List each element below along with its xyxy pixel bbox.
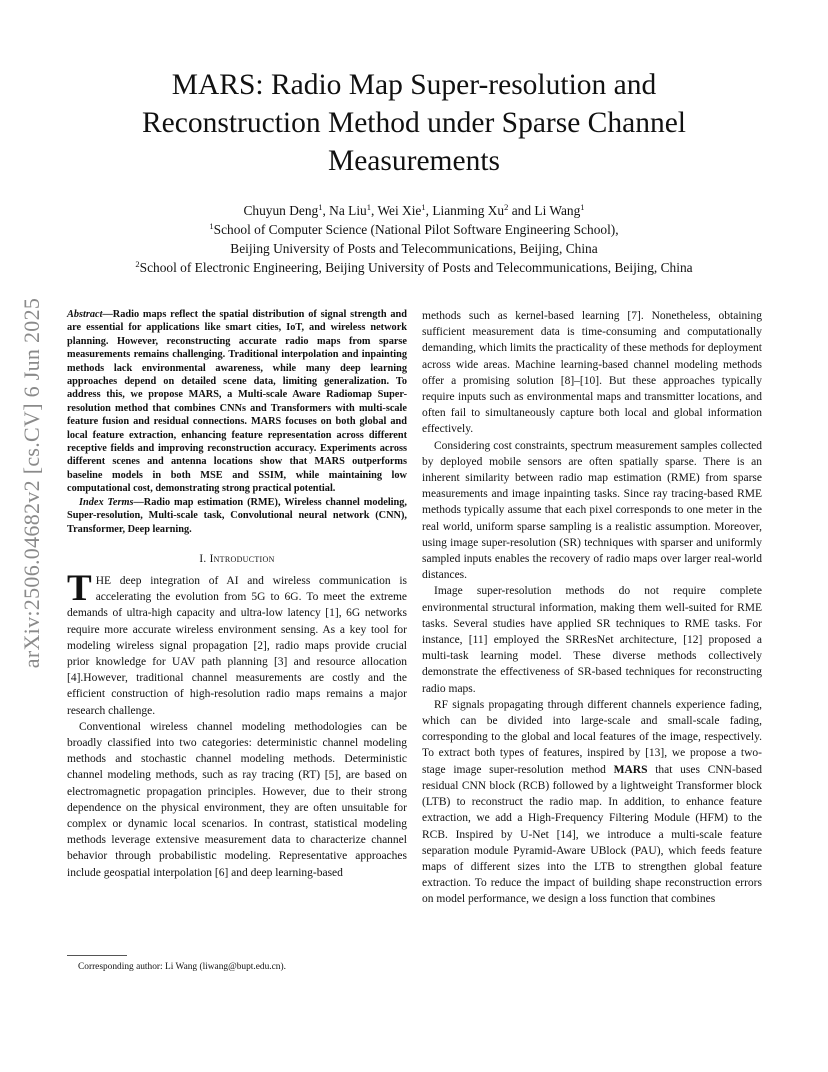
- author-name: Lianming Xu: [432, 203, 505, 218]
- title-line: Measurements: [327, 145, 501, 177]
- affiliation-2: $^2$School of Electronic Engineering, Beijing University of Posts and Telecommunications, Beijing, China: [135, 259, 693, 275]
- affiliation-marker: 1: [421, 202, 426, 212]
- author-name: Na Liu: [329, 203, 367, 218]
- footnote-rule: [67, 955, 127, 956]
- affiliation-marker: 1: [318, 202, 323, 212]
- author-name: Chuyun Deng: [243, 203, 319, 218]
- title-line: MARS: Radio Map Super-resolution and: [171, 69, 657, 101]
- affiliation-1-cont: Beijing University of Posts and Telecommunications, Beijing, China: [230, 241, 598, 256]
- author-block: [60, 201, 768, 277]
- index-terms-text: —Radio map estimation (RME), Wireless channel modeling, Super-resolution, Multi-scale task, Convolutional neural network (CNN), Transformer, Deep learning.: [67, 496, 407, 535]
- affiliation-marker: 2: [504, 202, 509, 212]
- author-name: Li Wang: [534, 203, 581, 218]
- paragraph: Considering cost constraints, spectrum measurement samples collected by deployed mobile sensors are often spatially sparse. There is an inherent similarity between radio map estimation (RME) from sparse measurements and image inpainting tasks. Since ray tracing-based RME methods typically assume that each pixel corresponds to one meter in the real world, uniform sparse sampling is a realistic assumption. Moreover, using image super-resolution (SR) techniques with sparser and uniformly sampled inputs enables the recovery of radio maps over larger real-world distances.: [422, 439, 762, 582]
- paper-title: [60, 66, 768, 180]
- arxiv-identifier-text: arXiv:2506.04682v2 [cs.CV] 6 Jun 2025: [19, 297, 44, 669]
- paragraph: Image super-resolution methods do not require complete environmental structural information, making them well-suited for RME tasks. Several studies have applied SR techniques to RME tasks. For instance, [11] employed the SRResNet architecture, [12] proposed a multi-task learning model. These diverse methods collectively demonstrate the effectiveness of SR-based techniques for reconstructing radio maps.: [422, 585, 762, 695]
- paragraph: Conventional wireless channel modeling methodologies can be broadly classified into two categories: deterministic channel modeling methods and stochastic channel modeling methods. Deterministic channel modeling methods, such as ray tracing (RT) [5], are based on electromagnetic propagation principles. However, due to their strong dependence on the physical environment, they are often unsuitable for complex or dynamic local scenarios. In contrast, statistical modeling methods leverage extensive measurement data to characterize channel behavior through probabilistic modeling. Representative approaches include geospatial interpolation [6] and deep learning-based: [67, 720, 407, 879]
- left-column: [67, 308, 407, 881]
- affiliation-marker: 1: [580, 202, 585, 212]
- abstract-text: —Radio maps reflect the spatial distribution of signal strength and are essential for applications like smart cities, IoT, and wireless network planning. However, reconstructing accurate radio maps from sparse measurements remains challenging. Traditional interpolation and inpainting methods lack environmental awareness, while many deep learning approaches depend on detailed scene data, limiting generalization. To address this, we propose MARS, a Multi-scale Aware Radiomap Super-resolution method that combines CNNs and Transformers with multi-scale feature fusion and residual connections. MARS focuses on both global and local feature extraction, enhancing feature representation across different receptive fields and improving reconstruction accuracy. Experiments across different scenes and antenna locations show that MARS outperforms baseline models in both MSE and SSIM, while maintaining low computational cost, demonstrating strong practical potential.: [67, 309, 407, 495]
- index-terms: [67, 496, 407, 536]
- author-name: Wei Xie: [377, 203, 422, 218]
- method-name: MARS: [613, 763, 648, 776]
- affiliation-marker: 1: [366, 202, 371, 212]
- right-column: [422, 308, 762, 908]
- paragraph: THE deep integration of AI and wireless communication is accelerating the evolution from 5G to 6G. To meet the extreme demands of ultra-high capacity and ultra-low latency [1], 6G networks require more accurate wireless environment sensing. As a key tool for modeling wireless signal propagation [2], radio maps provide crucial prior knowledge for UAV path planning [3] and resource allocation [4].However, traditional channel measurements are costly and the efficient construction of high-resolution radio maps remains a major research challenge.: [67, 567, 407, 717]
- abstract-label: Abstract: [67, 309, 103, 320]
- paragraph: RF signals propagating through different channels experience fading, which can be divided into large-scale and small-scale fading, corresponding to the global and local features of the image, respectively. To extract both types of features, inspired by [13], we propose a two-stage image super-resolution method MARS that uses CNN-based residual CNN block (RCB) followed by a lightweight Transformer block (LTB) to reconstruct the radio map. In addition, to enhance feature extraction, we add a High-Frequency Filtering Module (HFM) to the RCB. Inspired by U-Net [14], we introduce a multi-scale feature separation module Pyramid-Aware UBlock (PAU), which feeds feature maps of different sizes into the LTB to strengthen global feature extraction. To reduce the impact of building shape reconstruction errors on model performance, we design a loss function that combines: [422, 698, 762, 906]
- abstract: [67, 308, 407, 496]
- drop-cap: T: [67, 567, 92, 609]
- footnote: Corresponding author: Li Wang (liwang@bupt.edu.cn).: [78, 962, 286, 972]
- index-terms-label: Index Terms: [79, 496, 134, 508]
- title-line: Reconstruction Method under Sparse Channel: [142, 107, 686, 139]
- paragraph: methods such as kernel-based learning [7]. Nonetheless, obtaining sufficient measurement data is time-consuming and computationally demanding, which limits the practicality of these methods for deployment across wide areas. Machine learning-based channel modeling methods offer a promising solution [8]–[10]. But these approaches typically require inputs such as environmental maps and transmitter locations, and often fail to simultaneously capture both local and global information effectively.: [422, 310, 762, 436]
- arxiv-identifier: [14, 297, 50, 669]
- author-list: Chuyun Deng$^1$, Na Liu$^1$, Wei Xie$^1$, Lianming Xu$^2$ and Li Wang$^1$: [243, 202, 585, 218]
- section-heading: I. Introduction: [199, 552, 275, 565]
- affiliation-1: $^1$School of Computer Science (National Pilot Software Engineering School),: [209, 221, 619, 237]
